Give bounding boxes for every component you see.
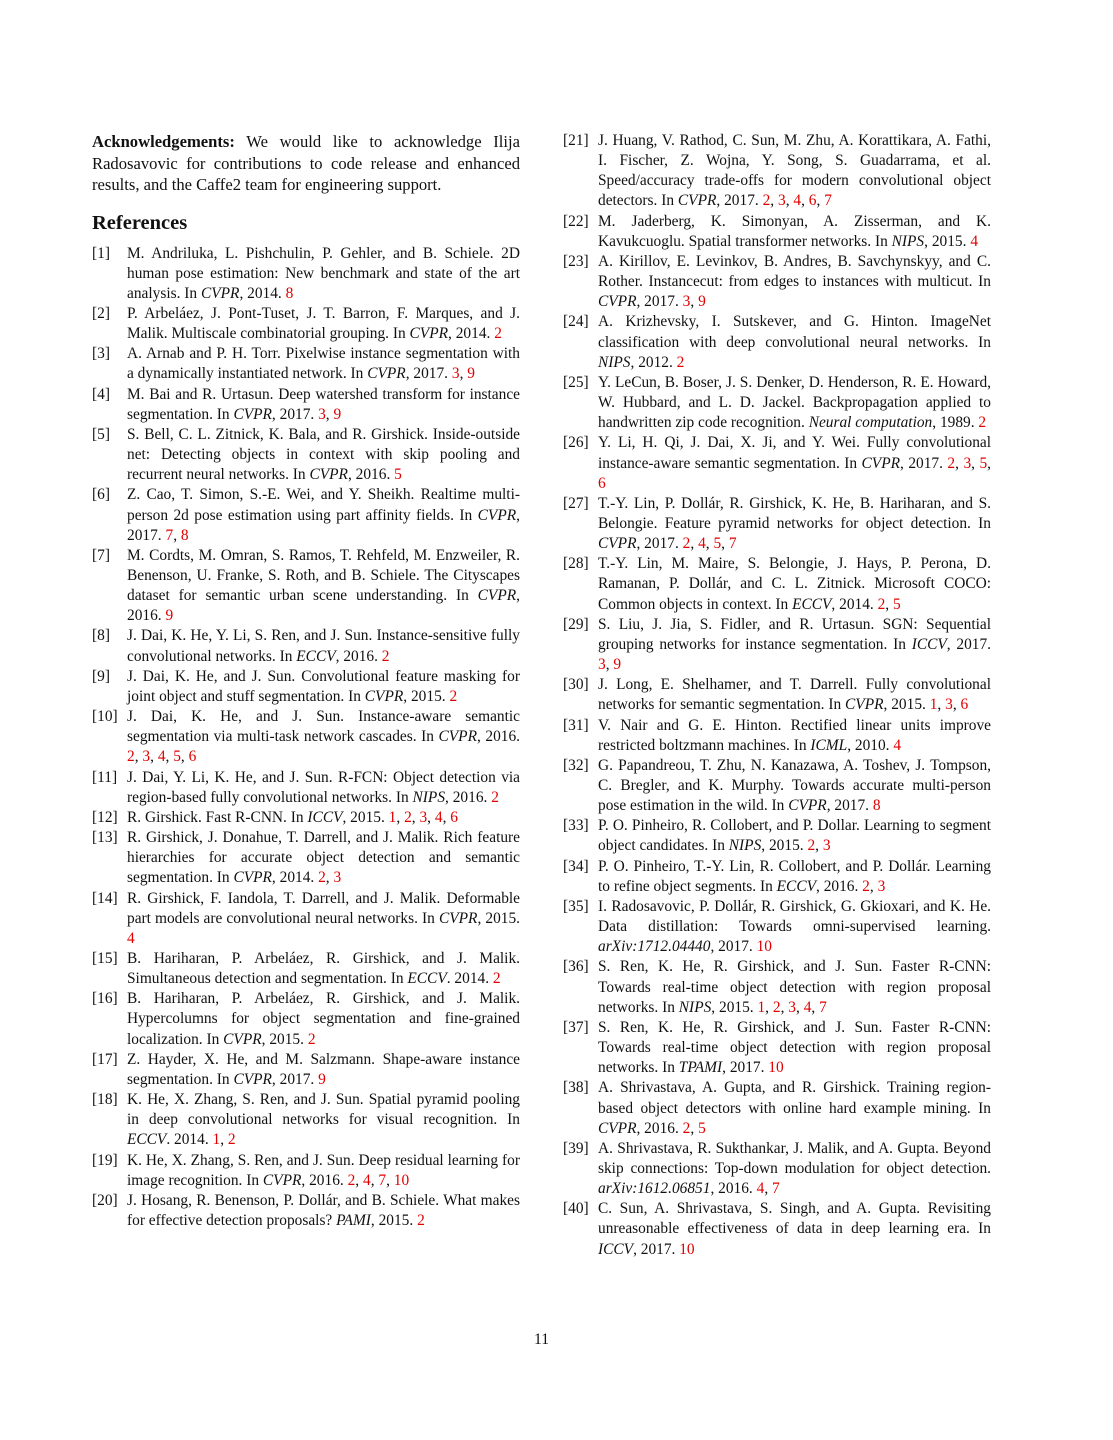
reference-text: K. He, X. Zhang, S. Ren, and J. Sun. Spatial pyramid pooling in deep convolutional networks for visual recognition. In <box>127 1091 520 1129</box>
reference-number: [39] <box>563 1139 589 1157</box>
reference-text: Y. LeCun, B. Boser, J. S. Denker, D. Henderson, R. E. Howard, W. Hubbard, and L. D. Jackel. Backpropagation applied to handwritten zip code recognition. <box>598 373 991 432</box>
reference-venue: CVPR <box>223 1030 262 1048</box>
reference-number: [16] <box>92 990 118 1008</box>
reference-item: [4] M. Bai and R. Urtasun. Deep watershed transform for instance segmentation. In CVPR, 2017. 3, 9 <box>92 385 520 423</box>
reference-item <box>92 889 520 949</box>
back-reference-link[interactable]: 6 <box>960 696 969 714</box>
reference-item <box>92 949 520 989</box>
reference-venue: CVPR <box>200 284 240 302</box>
reference-venue: ECCV <box>296 647 336 665</box>
reference-venue: ICCV <box>598 1240 634 1258</box>
reference-year: , 2015. <box>883 696 930 714</box>
back-reference-link[interactable]: 4 <box>803 998 812 1016</box>
reference-number: [25] <box>563 373 589 391</box>
reference-number: [12] <box>92 808 118 826</box>
reference-number: [8] <box>92 627 110 645</box>
reference-item: [26] Y. Li, H. Qi, J. Dai, X. Ji, and Y. Wei. Fully convolutional instance-aware semantic segmentation. In CVPR, 2017. 2, 3, 5, 6 <box>563 434 992 492</box>
back-reference-link[interactable]: 2 <box>807 837 816 855</box>
reference-year: , 2016. <box>710 1180 757 1198</box>
back-reference-link[interactable]: 4 <box>434 808 443 826</box>
back-reference-link[interactable]: 2 <box>381 647 390 665</box>
back-reference-link[interactable]: 2 <box>417 1212 425 1229</box>
back-reference-link[interactable]: 5 <box>394 466 402 484</box>
back-reference-link[interactable]: 8 <box>872 797 881 815</box>
reference-number: [26] <box>563 434 589 452</box>
reference-item: [29] S. Liu, J. Jia, S. Fidler, and R. Urtasun. SGN: Sequential grouping networks for instance segmentation. In ICCV, 2017. 3, 9 <box>563 615 992 674</box>
reference-number: [40] <box>563 1200 589 1218</box>
reference-number: [33] <box>563 817 589 835</box>
acknowledgements <box>92 131 520 196</box>
reference-number: [13] <box>92 829 118 847</box>
reference-venue: NIPS <box>412 788 446 806</box>
reference-text: Z. Hayder, X. He, and M. Salzmann. Shape-aware instance segmentation. In <box>127 1050 520 1088</box>
reference-venue: ICML <box>810 736 848 754</box>
reference-venue: CVPR <box>477 506 517 524</box>
back-reference-link[interactable]: 1 <box>757 998 766 1016</box>
reference-venue: CVPR <box>598 1119 637 1137</box>
reference-year: , 2017. <box>636 293 683 311</box>
back-reference-link[interactable]: 9 <box>165 607 174 625</box>
reference-year: , 2014. <box>448 325 495 343</box>
reference-venue: NIPS <box>728 837 762 855</box>
reference-venue: CVPR <box>233 869 272 887</box>
reference-item: [36] S. Ren, K. He, R. Girshick, and J. Sun. Faster R-CNN: Towards real-time object detection with region proposal networks. In NIPS, 2015. 1, 2, 3, 4, 7 <box>563 958 991 1016</box>
reference-text: S. Liu, J. Jia, S. Fidler, and R. Urtasun. SGN: Sequential grouping networks for instance segmentation. In <box>598 615 991 653</box>
back-reference-link[interactable]: 3 <box>142 748 151 766</box>
back-reference-link[interactable]: 3 <box>318 405 326 423</box>
back-reference-link[interactable]: 4 <box>970 232 979 250</box>
reference-number: [2] <box>92 304 110 322</box>
back-reference-link[interactable]: 1 <box>929 696 938 714</box>
reference-item: [23] A. Kirillov, E. Levinkov, B. Andres, B. Savchynskyy, and C. Rother. Instancecut: from edges to instances with multicut. In CVPR, 2017. 3, 9 <box>563 252 991 311</box>
reference-number: [20] <box>92 1191 118 1209</box>
reference-year: , 1989. <box>932 414 979 432</box>
back-reference-link[interactable]: 4 <box>756 1180 765 1198</box>
reference-year: , 2017. <box>271 405 319 423</box>
back-reference-link[interactable]: 3 <box>451 365 460 383</box>
reference-number: [32] <box>563 756 589 774</box>
reference-text: J. Dai, K. He, Y. Li, S. Ren, and J. Sun. Instance-sensitive fully convolutional networks. In <box>127 627 520 665</box>
reference-text: M. Jaderberg, K. Simonyan, A. Zisserman, and K. Kavukcuoglu. Spatial transformer networks. In <box>598 212 991 250</box>
reference-number: [31] <box>563 716 589 734</box>
reference-year: , 2014. <box>831 595 878 613</box>
reference-text: G. Papandreou, T. Zhu, N. Kanazawa, A. Toshev, J. Tompson, C. Bregler, and K. Murphy. Towards accurate multi-person pose estimation in the wild. In <box>598 756 991 815</box>
reference-number: [30] <box>563 676 589 694</box>
reference-item: [12] R. Girshick. Fast R-CNN. In ICCV, 2015. 1, 2, 3, 4, 6 <box>92 808 520 828</box>
reference-item <box>563 373 991 433</box>
back-reference-link[interactable]: 4 <box>698 535 706 553</box>
reference-text: P. O. Pinheiro, R. Collobert, and P. Dollar. Learning to segment object candidates. In <box>598 817 991 855</box>
back-reference-link[interactable]: 2 <box>307 1030 316 1048</box>
reference-venue: CVPR <box>598 293 637 311</box>
reference-venue: CVPR <box>367 365 406 383</box>
reference-year: , 2017. <box>127 506 520 544</box>
reference-venue: NIPS <box>598 353 631 371</box>
reference-venue: NIPS <box>678 998 712 1016</box>
reference-year: , 2017. <box>722 1059 769 1077</box>
reference-text: R. Girshick, J. Donahue, T. Darrell, and J. Malik. Rich feature hierarchies for accurate object detection and semantic segmentation. In <box>127 829 520 887</box>
back-reference-link[interactable]: 7 <box>824 192 832 210</box>
reference-year: , 2017. <box>826 797 873 815</box>
reference-year: , 2017. <box>405 365 452 383</box>
back-reference-link[interactable]: 2 <box>772 998 781 1016</box>
reference-venue: ICCV <box>307 808 343 826</box>
reference-text: A. Krizhevsky, I. Sutskever, and G. Hinton. ImageNet classification with deep convolutional neural networks. In <box>598 313 991 351</box>
back-reference-link[interactable]: 10 <box>393 1171 410 1189</box>
reference-item <box>92 304 520 344</box>
reference-year: , 2012. <box>630 353 677 371</box>
reference-year: , 2017. <box>710 938 757 956</box>
reference-text: J. Long, E. Shelhamer, and T. Darrell. Fully convolutional networks for semantic segmentation. In <box>598 676 991 714</box>
back-reference-link[interactable]: 3 <box>598 656 606 674</box>
reference-year: , 2015. <box>403 687 450 705</box>
reference-number: [4] <box>92 385 110 403</box>
reference-venue: PAMI <box>336 1212 371 1229</box>
reference-venue: CVPR <box>309 466 348 484</box>
back-reference-link[interactable]: 3 <box>777 192 786 210</box>
reference-venue: NIPS <box>891 232 925 250</box>
reference-number: [1] <box>92 244 110 262</box>
back-reference-link[interactable]: 2 <box>494 325 502 343</box>
reference-text: P. O. Pinheiro, T.-Y. Lin, R. Collobert, and P. Dollár. Learning to refine object segments. In <box>598 857 991 895</box>
reference-item: [27] T.-Y. Lin, P. Dollár, R. Girshick, K. He, B. Hariharan, and S. Belongie. Feature pyramid networks for object detection. In CVPR, 2017. 2, 4, 5, 7 <box>563 494 991 553</box>
back-reference-link[interactable]: 2 <box>491 788 499 806</box>
reference-text: B. Hariharan, P. Arbeláez, R. Girshick, and J. Malik. Hypercolumns for object segmentation and fine-grained localization. In <box>127 990 520 1048</box>
reference-venue: CVPR <box>262 1171 302 1189</box>
reference-text: R. Girshick. Fast R-CNN. In <box>127 808 308 826</box>
reference-venue: CVPR <box>861 454 901 472</box>
reference-venue: Neural computation <box>808 414 933 432</box>
back-reference-link[interactable]: 5 <box>713 535 722 553</box>
reference-text: A. Arnab and P. H. Torr. Pixelwise instance segmentation with a dynamically instantiated network. In <box>127 345 520 383</box>
reference-number: [27] <box>563 494 589 512</box>
reference-number: [15] <box>92 949 118 967</box>
reference-item: [18] K. He, X. Zhang, S. Ren, and J. Sun. Spatial pyramid pooling in deep convolutional networks for visual recognition. In ECCV. 2014. 1, 2 <box>92 1091 520 1149</box>
reference-item: [21] J. Huang, V. Rathod, C. Sun, M. Zhu, A. Korattikara, A. Fathi, I. Fischer, Z. Wojna, Y. Song, S. Guadarrama, et al. Speed/accuracy trade-offs for modern convolutional object detectors. In CVPR, 2017. 2, 3, 4, 6, 7 <box>563 132 991 210</box>
reference-number: [37] <box>563 1018 589 1036</box>
reference-text: J. Dai, K. He, and J. Sun. Convolutional feature masking for joint object and stuff segmentation. In <box>127 667 520 705</box>
back-reference-link[interactable]: 9 <box>698 293 706 311</box>
reference-venue: CVPR <box>233 405 272 423</box>
back-reference-link[interactable]: 2 <box>676 353 685 371</box>
back-reference-link[interactable]: 2 <box>449 687 458 705</box>
back-reference-link[interactable]: 2 <box>682 1119 691 1137</box>
reference-year: , 2016. <box>816 877 863 895</box>
reference-number: [17] <box>92 1050 118 1068</box>
reference-text: B. Hariharan, P. Arbeláez, R. Girshick, and J. Malik. Simultaneous detection and segmentation. In <box>127 949 520 988</box>
reference-item: [10] J. Dai, K. He, and J. Sun. Instance-aware semantic segmentation via multi-task network cascades. In CVPR, 2016. 2, 3, 4, 5, 6 <box>92 708 521 766</box>
reference-text: T.-Y. Lin, M. Maire, S. Belongie, J. Hays, P. Perona, D. Ramanan, P. Dollár, and C. L. Zitnick. Microsoft COCO: Common objects in context. In <box>598 555 991 613</box>
back-reference-link[interactable]: 4 <box>362 1171 371 1189</box>
reference-year: . 2014. <box>166 1131 213 1149</box>
back-reference-link[interactable]: 7 <box>378 1171 387 1189</box>
reference-number: [21] <box>563 132 589 149</box>
reference-text: T.-Y. Lin, P. Dollár, R. Girshick, K. He, B. Hariharan, and S. Belongie. Feature pyramid networks for object detection. In <box>598 494 991 532</box>
reference-year: , 2016. <box>476 728 521 746</box>
reference-item <box>92 768 520 808</box>
back-reference-link[interactable]: 1 <box>388 808 397 826</box>
reference-number: [6] <box>92 486 110 504</box>
reference-text: A. Shrivastava, A. Gupta, and R. Girshick. Training region-based object detectors with online hard example mining. In <box>598 1079 991 1117</box>
reference-venue: ECCV <box>127 1131 167 1149</box>
reference-item <box>563 1018 991 1078</box>
reference-item <box>92 667 520 707</box>
reference-year: , 2015. <box>342 808 389 826</box>
reference-venue: TPAMI <box>678 1059 723 1077</box>
reference-item <box>92 1050 520 1090</box>
back-reference-link[interactable]: 4 <box>893 736 902 754</box>
reference-item <box>563 756 991 816</box>
back-reference-link[interactable]: 4 <box>157 748 166 766</box>
back-reference-link[interactable]: 9 <box>333 405 342 423</box>
reference-number: [9] <box>92 667 110 685</box>
back-reference-link[interactable]: 3 <box>682 293 691 311</box>
back-reference-link[interactable]: 4 <box>793 192 802 210</box>
reference-year: , 2015. <box>370 1212 418 1229</box>
back-reference-link[interactable]: 2 <box>862 877 870 895</box>
back-reference-link[interactable]: 2 <box>127 748 135 766</box>
reference-text: J. Dai, K. He, and J. Sun. Instance-aware semantic segmentation via multi-task network cascades. In <box>127 708 520 746</box>
reference-number: [19] <box>92 1151 118 1169</box>
back-reference-link[interactable]: 3 <box>419 808 428 826</box>
reference-item: [6] Z. Cao, T. Simon, S.-E. Wei, and Y. Sheikh. Realtime multi-person 2d pose estimation using part affinity fields. In CVPR, 2017. 7, 8 <box>92 486 520 544</box>
reference-text: M. Bai and R. Urtasun. Deep watershed transform for instance segmentation. In <box>127 385 520 423</box>
reference-number: [7] <box>92 546 110 564</box>
reference-year: , 2017. <box>900 454 948 472</box>
back-reference-link[interactable]: 10 <box>679 1240 695 1258</box>
reference-number: [36] <box>563 958 589 976</box>
reference-venue: CVPR <box>438 909 478 927</box>
back-reference-link[interactable]: 5 <box>893 595 901 613</box>
reference-item: [33] P. O. Pinheiro, R. Collobert, and P. Dollar. Learning to segment object candidates. In NIPS, 2015. 2, 3 <box>563 817 991 855</box>
back-reference-link[interactable]: 9 <box>613 656 622 674</box>
reference-year: , 2016. <box>636 1119 683 1137</box>
back-reference-link[interactable]: 6 <box>808 192 817 210</box>
back-reference-link[interactable]: 9 <box>467 365 475 383</box>
reference-text: J. Dai, Y. Li, K. He, and J. Sun. R-FCN: Object detection via region-based fully convolutional networks. In <box>127 768 520 806</box>
reference-venue: CVPR <box>788 797 827 815</box>
reference-number: [23] <box>563 252 589 270</box>
reference-item: [39] A. Shrivastava, R. Sukthankar, J. Malik, and A. Gupta. Beyond skip connections: Top-down modulation for object detection. arXiv:1612.06851, 2016. 4, 7 <box>563 1139 991 1198</box>
back-reference-link[interactable]: 2 <box>318 869 326 887</box>
reference-text: A. Shrivastava, R. Sukthankar, J. Malik, and A. Gupta. Beyond skip connections: Top-down modulation for object detection. <box>598 1139 991 1177</box>
reference-venue: arXiv:1712.04440 <box>598 938 711 956</box>
reference-venue: CVPR <box>845 696 884 714</box>
back-reference-link[interactable]: 6 <box>598 474 606 492</box>
reference-item: [30] J. Long, E. Shelhamer, and T. Darrell. Fully convolutional networks for semantic segmentation. In CVPR, 2015. 1, 3, 6 <box>563 676 991 714</box>
reference-text: K. He, X. Zhang, S. Ren, and J. Sun. Deep residual learning for image recognition. In <box>127 1151 520 1189</box>
back-reference-link[interactable]: 10 <box>768 1059 784 1077</box>
reference-text: S. Ren, K. He, R. Girshick, and J. Sun. Faster R-CNN: Towards real-time object detection with region proposal networks. In <box>598 958 991 1016</box>
reference-item <box>92 425 520 485</box>
back-reference-link[interactable]: 3 <box>788 998 796 1016</box>
back-reference-link[interactable]: 5 <box>979 454 988 472</box>
reference-number: [18] <box>92 1091 118 1109</box>
reference-venue: CVPR <box>477 587 517 605</box>
back-reference-link[interactable]: 3 <box>333 869 342 887</box>
reference-item <box>563 897 991 957</box>
reference-year: , 2017. <box>946 635 992 653</box>
back-reference-link[interactable]: 3 <box>877 877 886 895</box>
reference-item <box>563 716 991 756</box>
reference-venue: ECCV <box>776 877 816 895</box>
reference-year: , 2016. <box>301 1171 348 1189</box>
reference-year: , 2016. <box>335 647 382 665</box>
reference-number: [24] <box>563 313 589 331</box>
reference-venue: CVPR <box>677 192 717 210</box>
reference-text: J. Huang, V. Rathod, C. Sun, M. Zhu, A. Korattikara, A. Fathi, I. Fischer, Z. Wojna, Y. Song, S. Guadarrama, et al. Speed/accuracy trade-offs for modern convolutional object detectors. In <box>598 132 991 210</box>
acknowledgements-text: We would like to acknowledge Ilija Radosavovic for contributions to code release and enhanced results, and the Caffe2 team for engineering support. <box>92 132 520 194</box>
back-reference-link[interactable]: 2 <box>682 535 691 553</box>
reference-number: [34] <box>563 857 589 875</box>
reference-number: [28] <box>563 555 589 573</box>
reference-item <box>92 989 520 1049</box>
back-reference-link[interactable]: 7 <box>819 998 827 1016</box>
reference-number: [5] <box>92 425 110 443</box>
reference-item <box>563 312 991 372</box>
reference-number: [38] <box>563 1079 589 1097</box>
reference-year: , 2017. <box>716 192 763 210</box>
back-reference-link[interactable]: 9 <box>318 1070 326 1088</box>
reference-text: J. Hosang, R. Benenson, P. Dollár, and B. Schiele. What makes for effective detection proposals? <box>127 1191 520 1229</box>
back-reference-link[interactable]: 2 <box>347 1171 356 1189</box>
back-reference-link[interactable]: 3 <box>963 454 972 472</box>
reference-year: , 2016. <box>127 587 520 625</box>
reference-item <box>563 1199 991 1259</box>
reference-text: C. Sun, A. Shrivastava, S. Singh, and A. Gupta. Revisiting unreasonable effectiveness of data in deep learning era. In <box>598 1200 991 1238</box>
back-reference-link[interactable]: 2 <box>877 595 886 613</box>
reference-list-right <box>563 131 991 1260</box>
back-reference-link[interactable]: 8 <box>180 526 189 544</box>
reference-venue: ECCV <box>407 970 447 988</box>
right-column <box>563 131 991 1260</box>
reference-year: , 2015. <box>924 232 971 250</box>
reference-number: [35] <box>563 897 589 915</box>
reference-venue: CVPR <box>598 535 637 553</box>
reference-year: , 2015. <box>761 837 808 855</box>
reference-text: V. Nair and G. E. Hinton. Rectified linear units improve restricted boltzmann machines. In <box>598 716 991 754</box>
reference-venue: CVPR <box>364 687 404 705</box>
back-reference-link[interactable]: 1 <box>212 1131 221 1149</box>
back-reference-link[interactable]: 2 <box>492 970 501 988</box>
reference-number: [22] <box>563 212 589 230</box>
back-reference-link[interactable]: 2 <box>947 454 956 472</box>
reference-text: A. Kirillov, E. Levinkov, B. Andres, B. Savchynskyy, and C. Rother. Instancecut: from edges to instances with multicut. In <box>598 252 991 291</box>
left-column <box>92 131 520 1231</box>
reference-text: P. Arbeláez, J. Pont-Tuset, J. T. Barron, F. Marques, and J. Malik. Multiscale combinatorial grouping. In <box>127 304 520 343</box>
reference-year: , 2017. <box>636 535 683 553</box>
reference-venue: ICCV <box>911 635 947 653</box>
reference-year: , 2015. <box>711 998 758 1016</box>
back-reference-link[interactable]: 2 <box>978 414 987 432</box>
reference-year: , 2015. <box>477 909 520 927</box>
reference-number: [14] <box>92 889 118 907</box>
references-heading: References <box>92 211 188 234</box>
page-number: 11 <box>533 1331 549 1348</box>
reference-item <box>92 244 520 304</box>
reference-year: , 2017. <box>271 1070 319 1088</box>
reference-text: S. Ren, K. He, R. Girshick, and J. Sun. Faster R-CNN: Towards real-time object detection with region proposal networks. In <box>598 1018 991 1077</box>
reference-number: [11] <box>92 768 118 786</box>
back-reference-link[interactable]: 4 <box>127 929 135 947</box>
reference-item: [28] T.-Y. Lin, M. Maire, S. Belongie, J. Hays, P. Perona, D. Ramanan, P. Dollár, and C. L. Zitnick. Microsoft COCO: Common objects in context. In ECCV, 2014. 2, 5 <box>563 555 991 613</box>
reference-year: , 2014. <box>271 869 319 887</box>
reference-item <box>92 1191 520 1231</box>
back-reference-link[interactable]: 10 <box>756 938 772 956</box>
acknowledgements-heading: Acknowledgements: <box>92 132 235 151</box>
reference-year: . 2014. <box>446 970 493 988</box>
reference-number: [3] <box>92 345 110 363</box>
back-reference-link[interactable]: 2 <box>404 808 412 826</box>
reference-venue: CVPR <box>409 325 449 343</box>
reference-item: [19] K. He, X. Zhang, S. Ren, and J. Sun. Deep residual learning for image recognition. In CVPR, 2016. 2, 4, 7, 10 <box>92 1151 520 1189</box>
reference-item: [38] A. Shrivastava, A. Gupta, and R. Girshick. Training region-based object detectors with online hard example mining. In CVPR, 2016. 2, 5 <box>563 1079 991 1137</box>
back-reference-link[interactable]: 6 <box>188 748 197 766</box>
reference-venue: CVPR <box>233 1070 272 1088</box>
reference-venue: CVPR <box>438 728 477 746</box>
back-reference-link[interactable]: 7 <box>728 535 737 553</box>
reference-text: S. Bell, C. L. Zitnick, K. Bala, and R. Girshick. Inside-outside net: Detecting objects in context with skip pooling and recurrent neural networks. In <box>127 425 520 484</box>
back-reference-link[interactable]: 8 <box>285 284 294 302</box>
reference-item: [3] A. Arnab and P. H. Torr. Pixelwise instance segmentation with a dynamically instantiated network. In CVPR, 2017. 3, 9 <box>92 345 520 383</box>
reference-text: R. Girshick, F. Iandola, T. Darrell, and J. Malik. Deformable part models are convolutional neural networks. In <box>127 889 520 927</box>
reference-year: , 2017. <box>633 1240 680 1258</box>
reference-item: [34] P. O. Pinheiro, T.-Y. Lin, R. Collobert, and P. Dollár. Learning to refine object segments. In ECCV, 2016. 2, 3 <box>563 857 991 895</box>
reference-venue: arXiv:1612.06851 <box>598 1180 711 1198</box>
back-reference-link[interactable]: 2 <box>227 1131 236 1149</box>
reference-year: , 2014. <box>239 284 286 302</box>
reference-item <box>563 212 991 252</box>
reference-list-left <box>92 244 520 1232</box>
back-reference-link[interactable]: 5 <box>173 748 181 766</box>
reference-year: , 2016. <box>445 788 492 806</box>
reference-text: Y. Li, H. Qi, J. Dai, X. Ji, and Y. Wei. Fully convolutional instance-aware semantic segmentation. In <box>598 434 991 472</box>
reference-text: I. Radosavovic, P. Dollár, R. Girshick, G. Gkioxari, and K. He. Data distillation: Towards omni-supervised learning. <box>598 897 991 936</box>
reference-year: , 2015. <box>261 1030 308 1048</box>
reference-item <box>92 626 520 666</box>
reference-item <box>92 546 520 627</box>
back-reference-link[interactable]: 2 <box>762 192 771 210</box>
back-reference-link[interactable]: 7 <box>165 526 174 544</box>
reference-text: M. Andriluka, L. Pishchulin, P. Gehler, and B. Schiele. 2D human pose estimation: New benchmark and state of the art analysis. In <box>127 244 520 302</box>
reference-venue: ECCV <box>792 595 832 613</box>
back-reference-link[interactable]: 7 <box>772 1180 780 1198</box>
back-reference-link[interactable]: 5 <box>698 1119 706 1137</box>
reference-number: [29] <box>563 615 589 633</box>
back-reference-link[interactable]: 6 <box>450 808 458 826</box>
reference-year: , 2016. <box>347 466 395 484</box>
reference-text: M. Cordts, M. Omran, S. Ramos, T. Rehfeld, M. Enzweiler, R. Benenson, U. Franke, S. Roth, and B. Schiele. The Cityscapes dataset for semantic urban scene understanding. In <box>127 546 520 605</box>
reference-year: , 2010. <box>847 736 894 754</box>
back-reference-link[interactable]: 3 <box>945 696 953 714</box>
reference-text: Z. Cao, T. Simon, S.-E. Wei, and Y. Sheikh. Realtime multi-person 2d pose estimation using part affinity fields. In <box>127 486 520 524</box>
back-reference-link[interactable]: 3 <box>822 837 831 855</box>
reference-item: [13] R. Girshick, J. Donahue, T. Darrell, and J. Malik. Rich feature hierarchies for accurate object detection and semantic segmentation. In CVPR, 2014. 2, 3 <box>92 829 520 887</box>
reference-number: [10] <box>92 708 118 726</box>
